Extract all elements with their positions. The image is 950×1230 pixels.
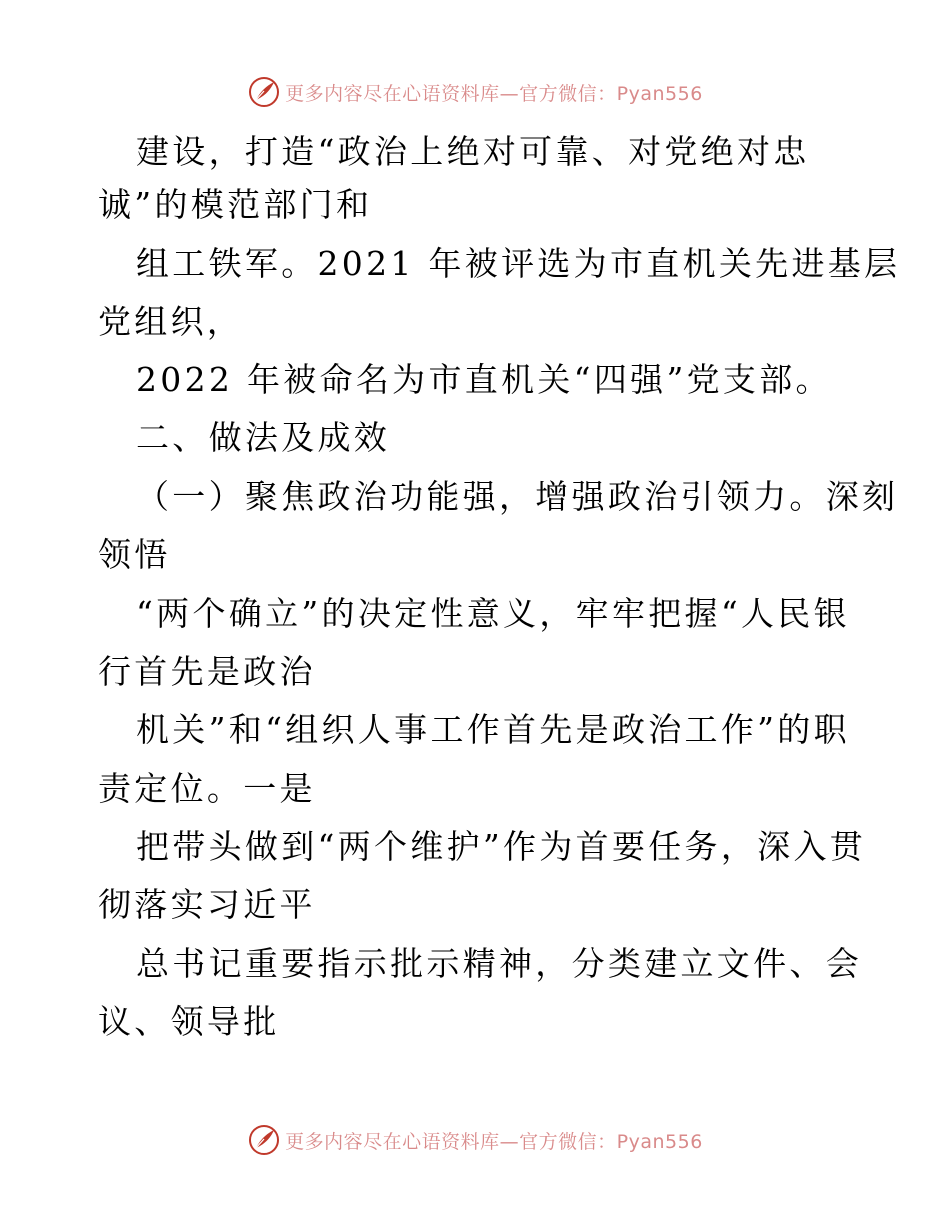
body-line: 建设，打造“政治上绝对可靠、对党绝对忠 [136, 132, 810, 171]
body-line: 机关”和“组织人事工作首先是政治工作”的职 [136, 710, 850, 749]
feather-pen-seal-icon [247, 75, 281, 109]
body-line: 议、领导批 [98, 1002, 280, 1041]
footer-watermark [0, 1120, 950, 1160]
feather-pen-seal-icon [247, 1123, 281, 1157]
header-watermark [0, 72, 950, 112]
body-line: 行首先是政治 [98, 652, 316, 691]
body-line: 2022 年被命名为市直机关“四强”党支部。 [136, 360, 832, 399]
body-line: 总书记重要指示批示精神，分类建立文件、会 [136, 944, 862, 983]
header-watermark-text: 更多内容尽在心语资料库—官方微信：Pyan556 [285, 82, 703, 105]
body-line: 领悟 [98, 535, 171, 574]
body-line: 党组织， [98, 302, 244, 341]
body-line: 组工铁军。2021 年被评选为市直机关先进基层 [136, 244, 901, 283]
body-line: 彻落实习近平 [98, 885, 316, 924]
body-line: “两个确立”的决定性意义，牢牢把握“人民银 [136, 594, 850, 633]
body-line: 责定位。一是 [98, 769, 316, 808]
footer-watermark-text: 更多内容尽在心语资料库—官方微信：Pyan556 [285, 1130, 703, 1153]
section-heading: 二、做法及成效 [136, 418, 391, 457]
subsection-heading: （一）聚焦政治功能强，增强政治引领力。深刻 [136, 477, 899, 516]
body-line: 把带头做到“两个维护”作为首要任务，深入贯 [136, 827, 867, 866]
body-line: 诚”的模范部门和 [98, 185, 373, 224]
